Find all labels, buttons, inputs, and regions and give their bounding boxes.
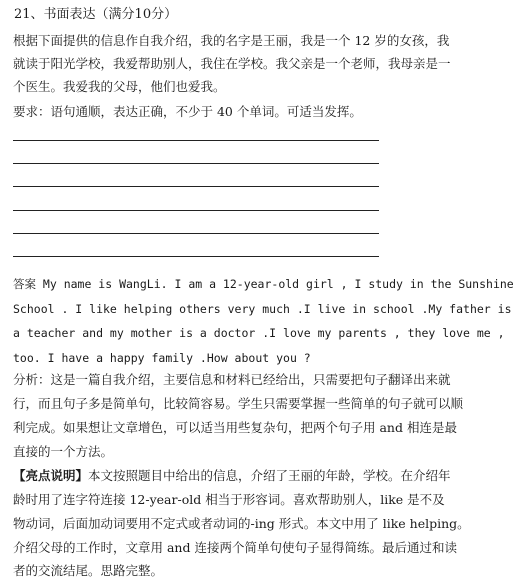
prompt-line-1: 根据下面提供的信息作自我介绍，我的名字是王丽，我是一个 12 岁的女孩，我 [13,33,450,48]
highlights-line-4: 介绍父母的工作时，文章用 and 连接两个简单句使句子显得简练。最后通过和读 [13,540,457,555]
writing-line-4 [13,210,379,211]
answer-line-3: a teacher and my mother is a doctor .I love my parents , they love me , [13,326,505,340]
requirement-text: 要求：语句通顺，表达正确，不少于 40 个单词。可适当发挥。 [13,104,362,119]
writing-line-6 [13,256,379,257]
analysis-line-4: 直接的一个方法。 [13,444,114,459]
prompt-line-3: 个医生。我爱我的父母，他们也爱我。 [13,79,226,94]
analysis-line-3: 利完成。如果想让文章增色，可以适当用些复杂句，把两个句子用 and 相连是最 [13,420,457,435]
answer-line-2: School . I like helping others very much .I live in school .My father is [13,302,512,316]
analysis-line-1: 分析：这是一篇自我介绍，主要信息和材料已经给出，只需要把句子翻译出来就 [13,372,451,387]
highlights-line-1 [13,468,451,484]
answer-line-1: 答案 My name is WangLi. I am a 12-year-old girl , I study in the Sunshine [13,277,514,291]
highlights-line-2: 龄时用了连字符连接 12-year-old 相当于形容词。喜欢帮助别人，like 是不及 [13,492,445,507]
answer-line-4: too. I have a happy family .How about you ? [13,351,311,365]
highlights-line-5: 者的交流结尾。思路完整。 [13,563,164,578]
highlights-line-3: 物动词，后面加动词要用不定式或者动词的-ing 形式。本文中用了 like helping。 [13,516,470,531]
highlights-text-1: 本文按照题目中给出的信息，介绍了王丽的年龄，学校。在介绍年 [88,468,451,483]
writing-line-5 [13,233,379,234]
prompt-line-2: 就读于阳光学校，我爱帮助别人，我住在学校。我父亲是一个老师，我母亲是一 [13,56,451,71]
highlights-label: 【亮点说明】 [13,468,89,483]
writing-line-3 [13,186,379,187]
question-title: 21、书面表达（满分10分） [14,7,178,22]
writing-line-1 [13,140,379,141]
analysis-line-2: 行，而且句子多是简单句，比较简容易。学生只需要掌握一些简单的句子就可以顺 [13,396,464,411]
writing-line-2 [13,163,379,164]
